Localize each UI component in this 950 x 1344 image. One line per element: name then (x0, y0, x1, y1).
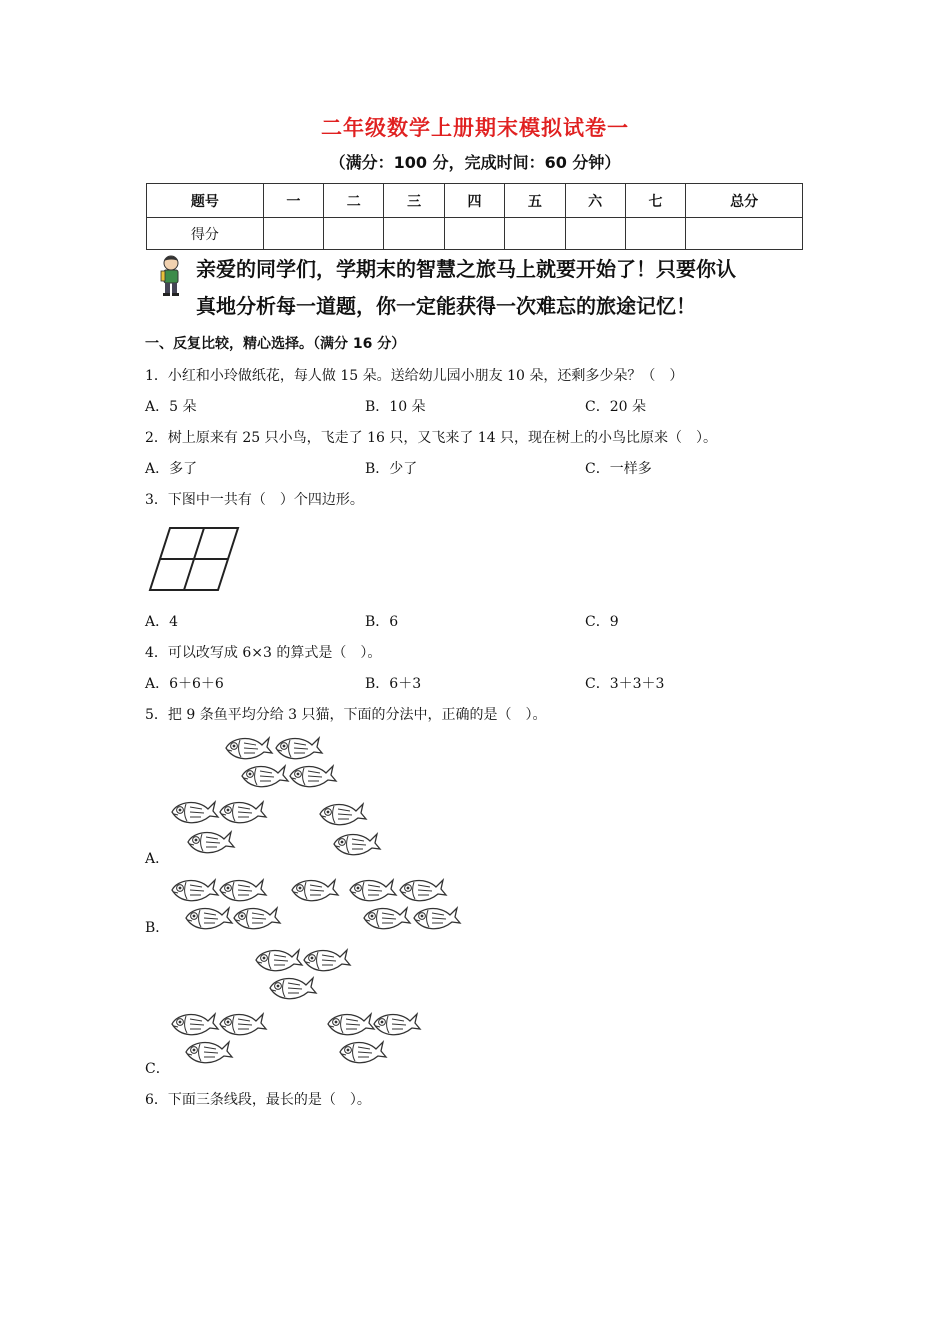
fish-icon (220, 1014, 266, 1035)
fish-icon (290, 766, 336, 787)
header-cell: 三 (384, 184, 444, 218)
score-cell[interactable] (505, 218, 565, 250)
option-c[interactable]: C． (145, 1061, 170, 1077)
fish-icon (256, 950, 302, 971)
question-2: 2．树上原来有 25 只小鸟，飞走了 16 只，又飞来了 14 只，现在树上的小鸟比原来（ ）。 (145, 430, 718, 446)
fish-figure-c (160, 942, 430, 1076)
question-6: 6．下面三条线段，最长的是（ ）。 (145, 1092, 371, 1108)
student-icon (155, 254, 187, 298)
score-table-header-row (147, 184, 803, 218)
header-cell: 题号 (147, 184, 264, 218)
score-table-score-row (147, 218, 803, 250)
score-cell[interactable] (324, 218, 384, 250)
fish-icon (188, 832, 234, 853)
header-cell: 六 (565, 184, 625, 218)
fish-icon (186, 908, 232, 929)
header-cell: 七 (625, 184, 685, 218)
question-4: 4．可以改写成 6×3 的算式是（ ）。 (145, 645, 382, 661)
fish-icon (414, 908, 460, 929)
fish-icon (350, 880, 396, 901)
encourage-line-2: 真地分析每一道题，你一定能获得一次难忘的旅途记忆！ (196, 294, 696, 318)
fish-figure-a (160, 730, 400, 870)
question-3: 3．下图中一共有（ ）个四边形。 (145, 492, 364, 508)
score-cell[interactable] (444, 218, 504, 250)
option-a[interactable]: A． (145, 851, 170, 867)
fish-icon (276, 738, 322, 759)
fish-icon (304, 950, 350, 971)
fish-icon (328, 1014, 374, 1035)
option-c[interactable]: C．3＋3＋3 (585, 676, 665, 692)
score-cell[interactable] (384, 218, 444, 250)
option-b[interactable]: B．少了 (365, 461, 418, 477)
fish-icon (334, 834, 380, 855)
score-cell[interactable] (686, 218, 803, 250)
fish-icon (400, 880, 446, 901)
exam-subtitle: （满分：100 分，完成时间：60 分钟） (329, 153, 621, 172)
header-cell: 一 (263, 184, 323, 218)
fish-icon (364, 908, 410, 929)
fish-icon (186, 1042, 232, 1063)
fish-icon (270, 978, 316, 999)
option-b[interactable]: B． (145, 920, 170, 936)
fish-icon (320, 804, 366, 825)
option-b[interactable]: B．6 (365, 614, 399, 630)
fish-icon (220, 802, 266, 823)
score-cell[interactable] (565, 218, 625, 250)
fish-icon (374, 1014, 420, 1035)
fish-icon (242, 766, 288, 787)
parallelogram-figure (148, 526, 242, 592)
score-cell[interactable] (263, 218, 323, 250)
option-a[interactable]: A．4 (145, 614, 179, 630)
fish-icon (234, 908, 280, 929)
fish-icon (292, 880, 338, 901)
option-c[interactable]: C．一样多 (585, 461, 652, 477)
option-b[interactable]: B．6＋3 (365, 676, 422, 692)
fish-icon (172, 1014, 218, 1035)
option-a[interactable]: A．6＋6＋6 (145, 676, 224, 692)
row-label-cell: 得分 (147, 218, 264, 250)
option-b[interactable]: B．10 朵 (365, 399, 426, 415)
fish-icon (226, 738, 272, 759)
question-5: 5．把 9 条鱼平均分给 3 只猫，下面的分法中，正确的是（ ）。 (145, 707, 547, 723)
exam-title: 二年级数学上册期末模拟试卷一 (321, 116, 629, 140)
header-cell: 四 (444, 184, 504, 218)
fish-icon (172, 880, 218, 901)
fish-figure-b (160, 872, 470, 938)
header-cell: 总分 (686, 184, 803, 218)
encourage-line-1: 亲爱的同学们，学期末的智慧之旅马上就要开始了！只要你认 (196, 257, 736, 281)
score-cell[interactable] (625, 218, 685, 250)
option-c[interactable]: C．20 朵 (585, 399, 646, 415)
header-cell: 五 (505, 184, 565, 218)
option-a[interactable]: A．5 朵 (145, 399, 197, 415)
score-table (146, 183, 803, 250)
fish-icon (220, 880, 266, 901)
fish-icon (340, 1042, 386, 1063)
option-c[interactable]: C．9 (585, 614, 619, 630)
section-heading: 一、反复比较，精心选择。（满分 16 分） (145, 336, 406, 352)
fish-icon (172, 802, 218, 823)
question-1: 1．小红和小玲做纸花，每人做 15 朵。送给幼儿园小朋友 10 朵，还剩多少朵？（ ） (145, 368, 684, 384)
header-cell: 二 (324, 184, 384, 218)
option-a[interactable]: A．多了 (145, 461, 198, 477)
